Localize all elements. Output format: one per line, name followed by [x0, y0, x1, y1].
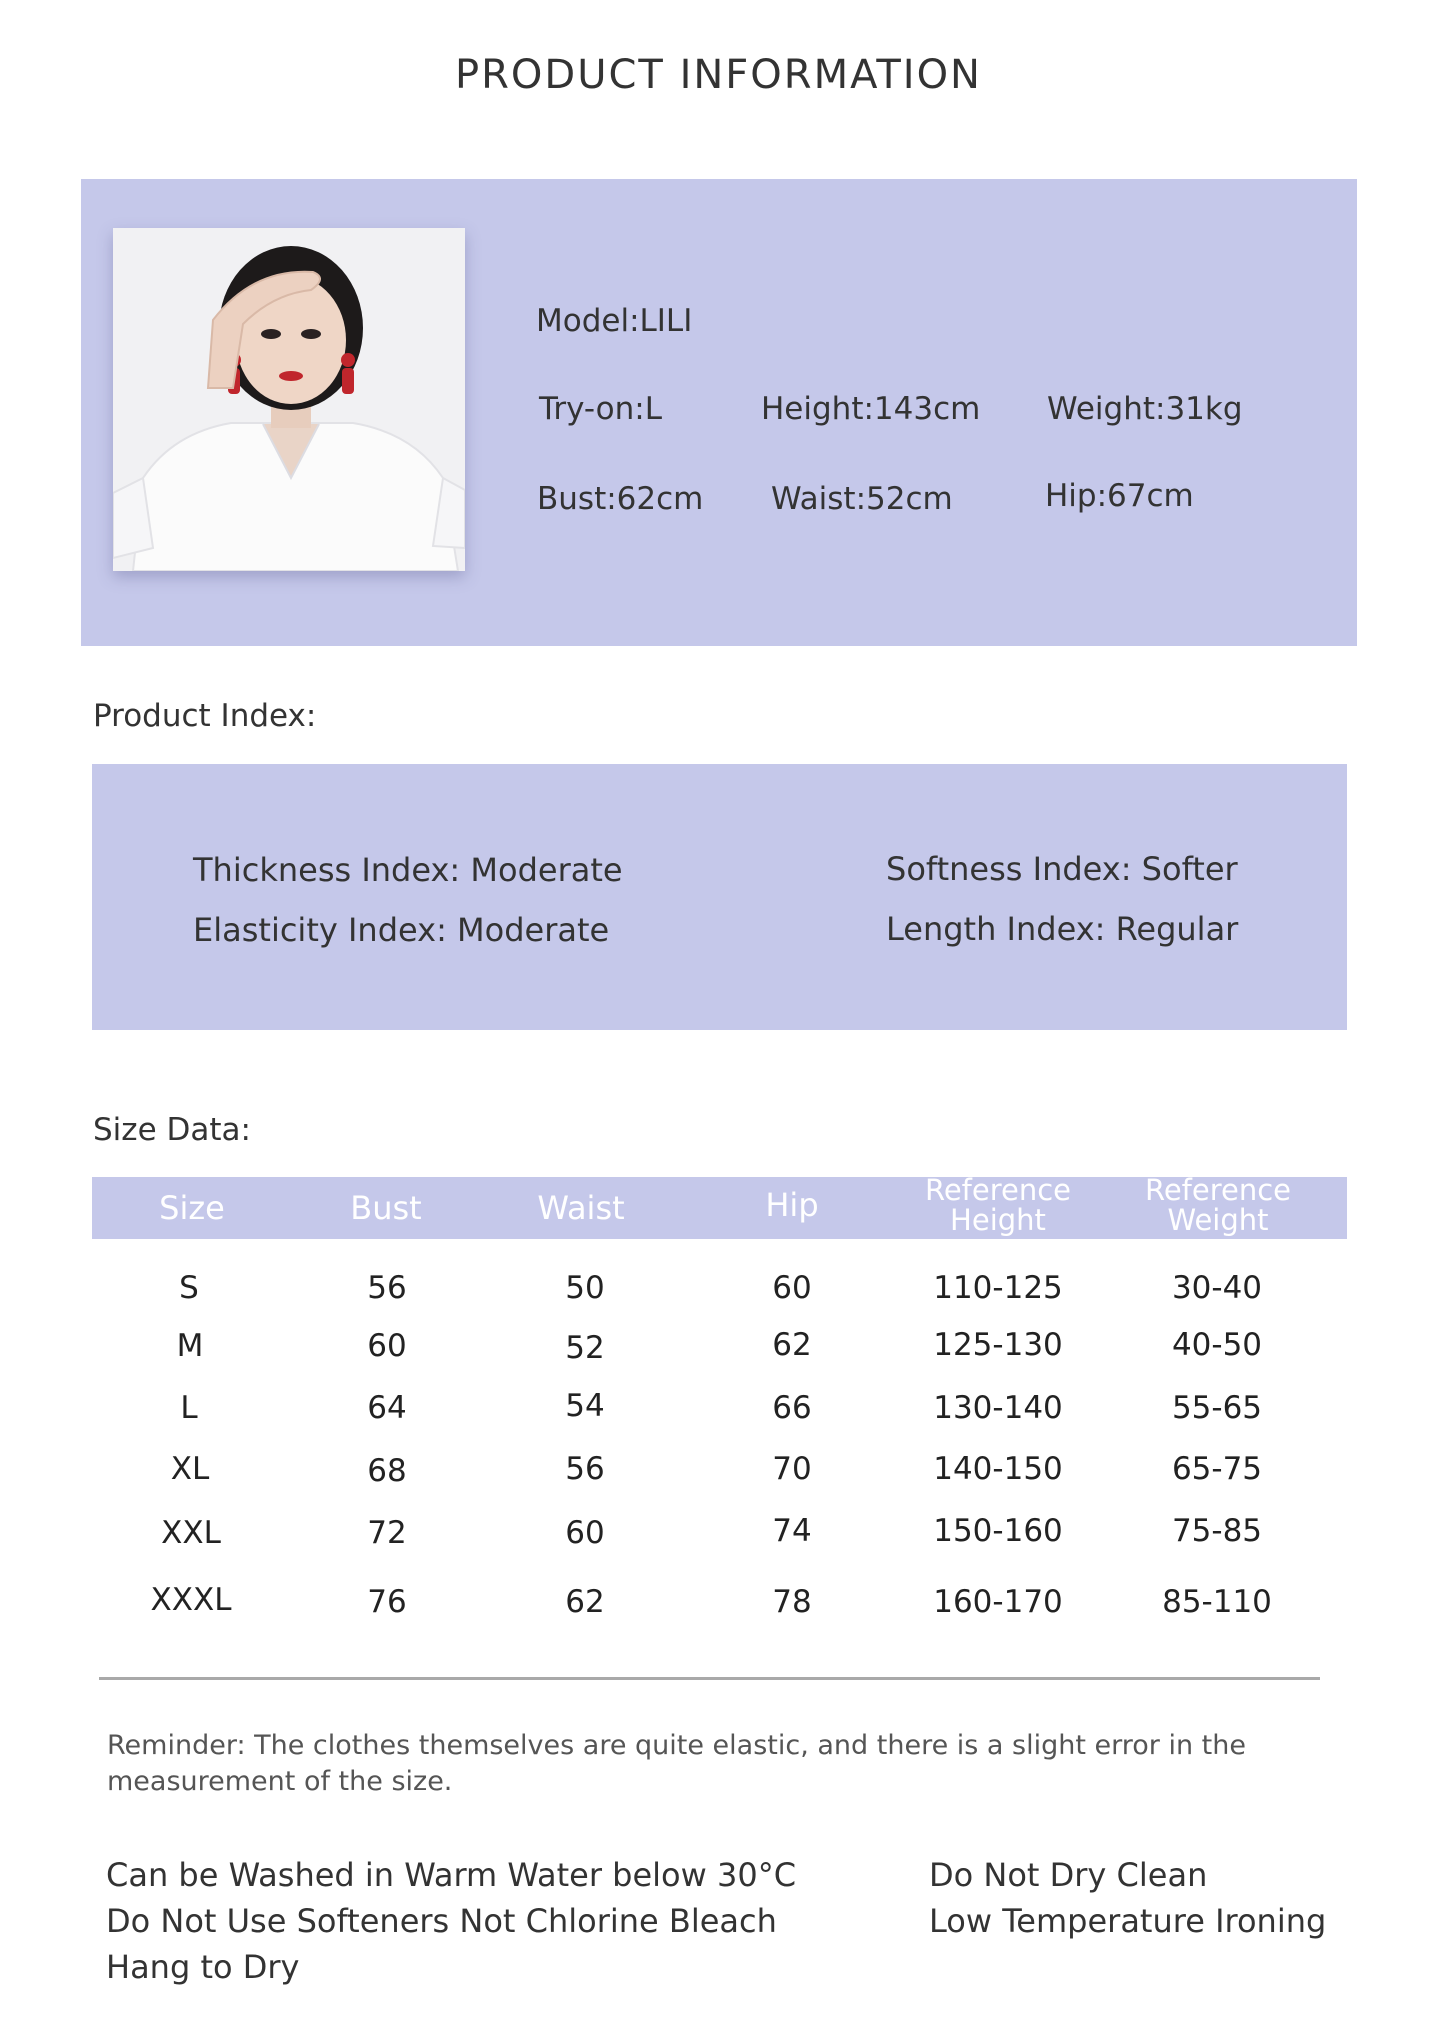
cell-size: XXXL — [150, 1582, 232, 1618]
cell-ref-height: 140-150 — [933, 1451, 1063, 1487]
cell-ref-height: 125-130 — [933, 1327, 1063, 1363]
header-hip: Hip — [765, 1186, 819, 1224]
care-right — [929, 1852, 1326, 1944]
cell-waist: 54 — [565, 1388, 605, 1424]
product-index-label: Product Index: — [93, 698, 317, 734]
cell-hip: 66 — [772, 1390, 812, 1426]
cell-waist: 56 — [565, 1451, 605, 1487]
size-data-label: Size Data: — [93, 1112, 251, 1148]
cell-bust: 64 — [367, 1390, 407, 1426]
length-index: Length Index: Regular — [886, 910, 1239, 948]
model-name: Model:LILI — [536, 303, 693, 339]
cell-bust: 76 — [367, 1584, 407, 1620]
cell-hip: 70 — [772, 1451, 812, 1487]
cell-ref-weight: 85-110 — [1162, 1584, 1272, 1620]
cell-waist: 52 — [565, 1330, 605, 1366]
cell-ref-weight: 75-85 — [1171, 1513, 1263, 1549]
header-reference-height-line2: Height — [950, 1203, 1046, 1237]
header-reference-weight-line2: Weight — [1167, 1203, 1269, 1237]
elasticity-index: Elasticity Index: Moderate — [193, 911, 610, 949]
cell-size: XL — [170, 1451, 210, 1487]
cell-bust: 60 — [367, 1328, 407, 1364]
care-ironing: Low Temperature Ironing — [929, 1902, 1327, 1940]
header-size: Size — [159, 1189, 225, 1227]
care-softeners: Do Not Use Softeners Not Chlorine Bleach — [106, 1902, 777, 1940]
header-waist: Waist — [537, 1189, 625, 1227]
cell-ref-height: 150-160 — [933, 1513, 1063, 1549]
cell-hip: 60 — [772, 1270, 812, 1306]
cell-hip: 78 — [772, 1584, 812, 1620]
cell-size: XXL — [161, 1515, 221, 1551]
cell-size: L — [180, 1390, 198, 1426]
cell-ref-weight: 65-75 — [1171, 1451, 1263, 1487]
cell-ref-height: 160-170 — [933, 1584, 1063, 1620]
cell-size: S — [179, 1270, 199, 1306]
model-height: Height:143cm — [761, 391, 981, 427]
cell-waist: 60 — [565, 1515, 605, 1551]
cell-bust: 56 — [367, 1270, 407, 1306]
header-bust: Bust — [350, 1189, 422, 1227]
model-bust: Bust:62cm — [537, 481, 704, 517]
cell-hip: 74 — [772, 1513, 812, 1549]
header-reference-height-line1: Reference — [924, 1173, 1072, 1207]
cell-bust: 68 — [367, 1453, 407, 1489]
cell-waist: 62 — [565, 1584, 605, 1620]
care-no-dry-clean: Do Not Dry Clean — [929, 1856, 1208, 1894]
cell-ref-weight: 30-40 — [1171, 1270, 1263, 1306]
thickness-index: Thickness Index: Moderate — [193, 851, 623, 889]
care-hang-dry: Hang to Dry — [106, 1948, 300, 1986]
model-try-on: Try-on:L — [539, 391, 663, 427]
care-left — [106, 1852, 796, 1990]
divider — [99, 1677, 1320, 1680]
header-reference-weight-line1: Reference — [1144, 1173, 1292, 1207]
model-weight: Weight:31kg — [1047, 391, 1243, 427]
cell-bust: 72 — [367, 1515, 407, 1551]
cell-ref-weight: 40-50 — [1171, 1327, 1263, 1363]
cell-waist: 50 — [565, 1270, 605, 1306]
reminder-text: Reminder: The clothes themselves are quite elastic, and there is a slight error in the measurement of the size. — [107, 1730, 1246, 1797]
care-wash: Can be Washed in Warm Water below 30°C — [106, 1856, 797, 1894]
model-hip: Hip:67cm — [1045, 478, 1194, 514]
model-waist: Waist:52cm — [771, 481, 953, 517]
cell-size: M — [176, 1328, 204, 1364]
cell-ref-height: 110-125 — [933, 1270, 1063, 1306]
page-title: PRODUCT INFORMATION — [455, 52, 982, 98]
softness-index: Softness Index: Softer — [886, 850, 1238, 888]
cell-hip: 62 — [772, 1327, 812, 1363]
cell-ref-weight: 55-65 — [1171, 1390, 1263, 1426]
cell-ref-height: 130-140 — [933, 1390, 1063, 1426]
